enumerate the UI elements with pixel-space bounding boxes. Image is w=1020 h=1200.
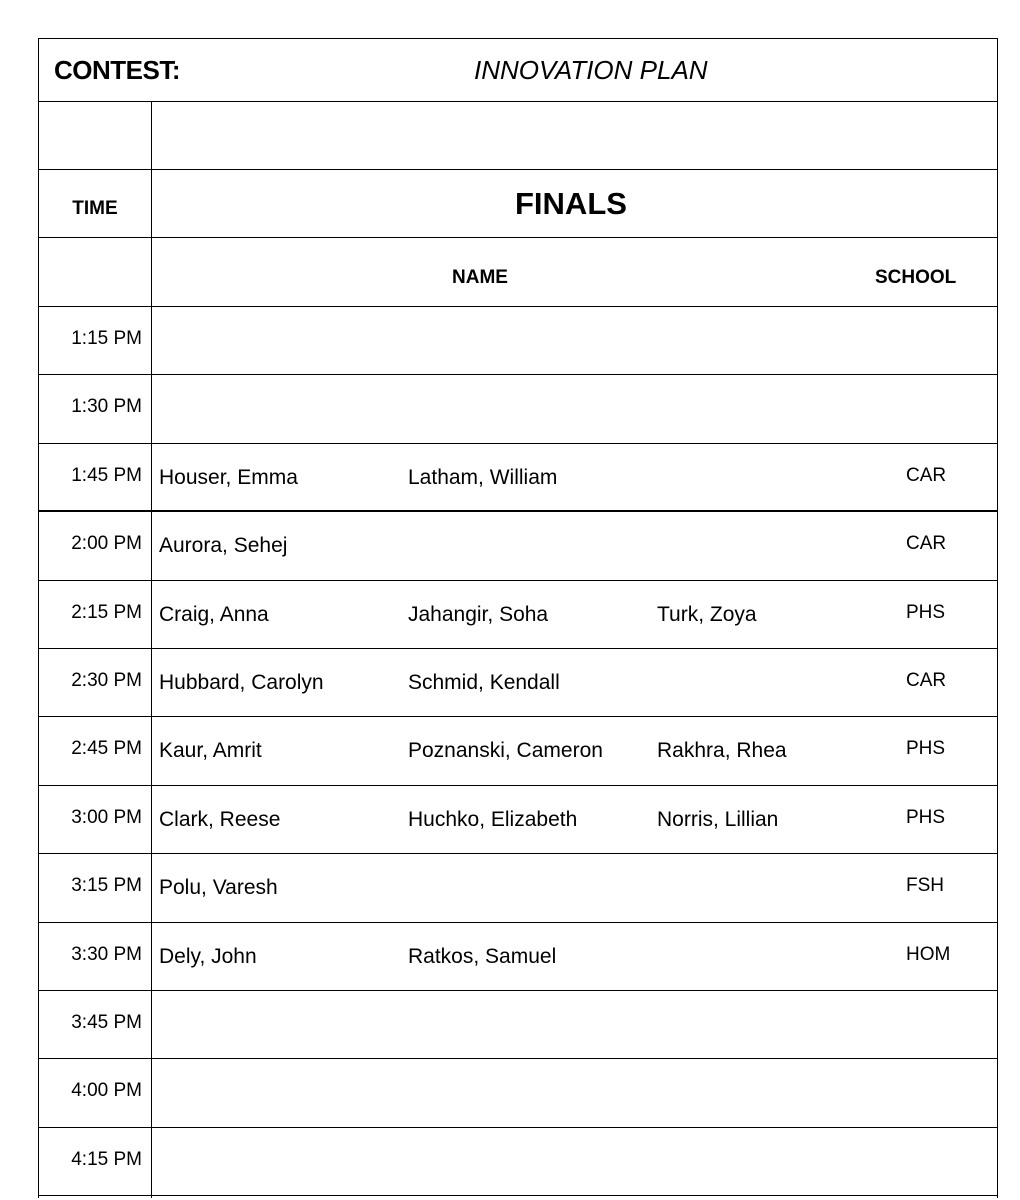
contest-row — [39, 39, 997, 102]
school-code: PHS — [906, 806, 946, 828]
competitor-name: Latham, William — [408, 465, 558, 489]
time-slot: 4:15 PM — [71, 1148, 142, 1170]
competitor-name: Polu, Varesh — [159, 876, 278, 900]
time-slot: 1:15 PM — [71, 328, 142, 349]
time-slot: 2:00 PM — [71, 533, 142, 555]
time-slot: 2:15 PM — [71, 601, 142, 623]
time-slot: 2:30 PM — [71, 670, 142, 691]
competitor-name: Jahangir, Soha — [408, 602, 549, 626]
competitor-name: Aurora, Sehej — [159, 534, 288, 558]
time-slot: 3:15 PM — [71, 875, 142, 897]
table-row — [39, 581, 997, 649]
table-row — [39, 649, 997, 717]
competitor-name: Poznanski, Cameron — [408, 739, 603, 763]
contest-label: CONTEST: — [54, 55, 180, 85]
time-slot: 2:45 PM — [71, 738, 142, 760]
competitor-name: Rakhra, Rhea — [657, 739, 787, 763]
competitor-name: Kaur, Amrit — [159, 739, 262, 763]
table-row — [39, 923, 997, 991]
school-code: PHS — [906, 738, 946, 760]
school-header: SCHOOL — [875, 267, 957, 288]
competitor-name: Clark, Reese — [159, 807, 281, 831]
school-code: PHS — [906, 601, 946, 623]
competitor-name: Craig, Anna — [159, 602, 269, 626]
time-header: TIME — [72, 198, 118, 219]
table-row — [39, 786, 997, 854]
blank-row — [39, 102, 997, 170]
competitor-name: Huchko, Elizabeth — [408, 807, 578, 831]
table-row — [39, 854, 997, 922]
name-header: NAME — [452, 267, 508, 288]
competitor-name: Houser, Emma — [159, 465, 298, 489]
competitor-name: Hubbard, Carolyn — [159, 671, 324, 694]
school-code: CAR — [906, 533, 947, 555]
table-row — [39, 512, 997, 580]
time-slot: 1:45 PM — [71, 464, 142, 486]
round-row — [39, 170, 997, 238]
table-row — [39, 1128, 997, 1196]
time-slot: 1:30 PM — [71, 396, 142, 418]
column-header-row — [39, 238, 997, 307]
competitor-name: Turk, Zoya — [657, 602, 757, 626]
time-slot: 3:45 PM — [71, 1012, 142, 1033]
competitor-name: Schmid, Kendall — [408, 671, 560, 694]
competitor-name: Ratkos, Samuel — [408, 944, 557, 968]
table-row — [39, 1059, 997, 1127]
table-row — [39, 717, 997, 785]
school-code: FSH — [906, 875, 944, 897]
round-title: FINALS — [515, 186, 627, 221]
table-row — [39, 991, 997, 1059]
competitor-name: Dely, John — [159, 944, 257, 968]
time-slot: 4:00 PM — [71, 1080, 142, 1102]
competitor-name: Norris, Lillian — [657, 807, 779, 831]
school-code: CAR — [906, 464, 947, 486]
time-slot: 3:30 PM — [71, 943, 142, 965]
schedule-sheet — [38, 38, 998, 1198]
school-code: CAR — [906, 670, 947, 691]
time-slot: 3:00 PM — [71, 806, 142, 828]
table-row — [39, 307, 997, 375]
table-row — [39, 444, 997, 512]
contest-name: INNOVATION PLAN — [474, 55, 708, 85]
school-code: HOM — [906, 943, 951, 965]
table-row — [39, 375, 997, 443]
